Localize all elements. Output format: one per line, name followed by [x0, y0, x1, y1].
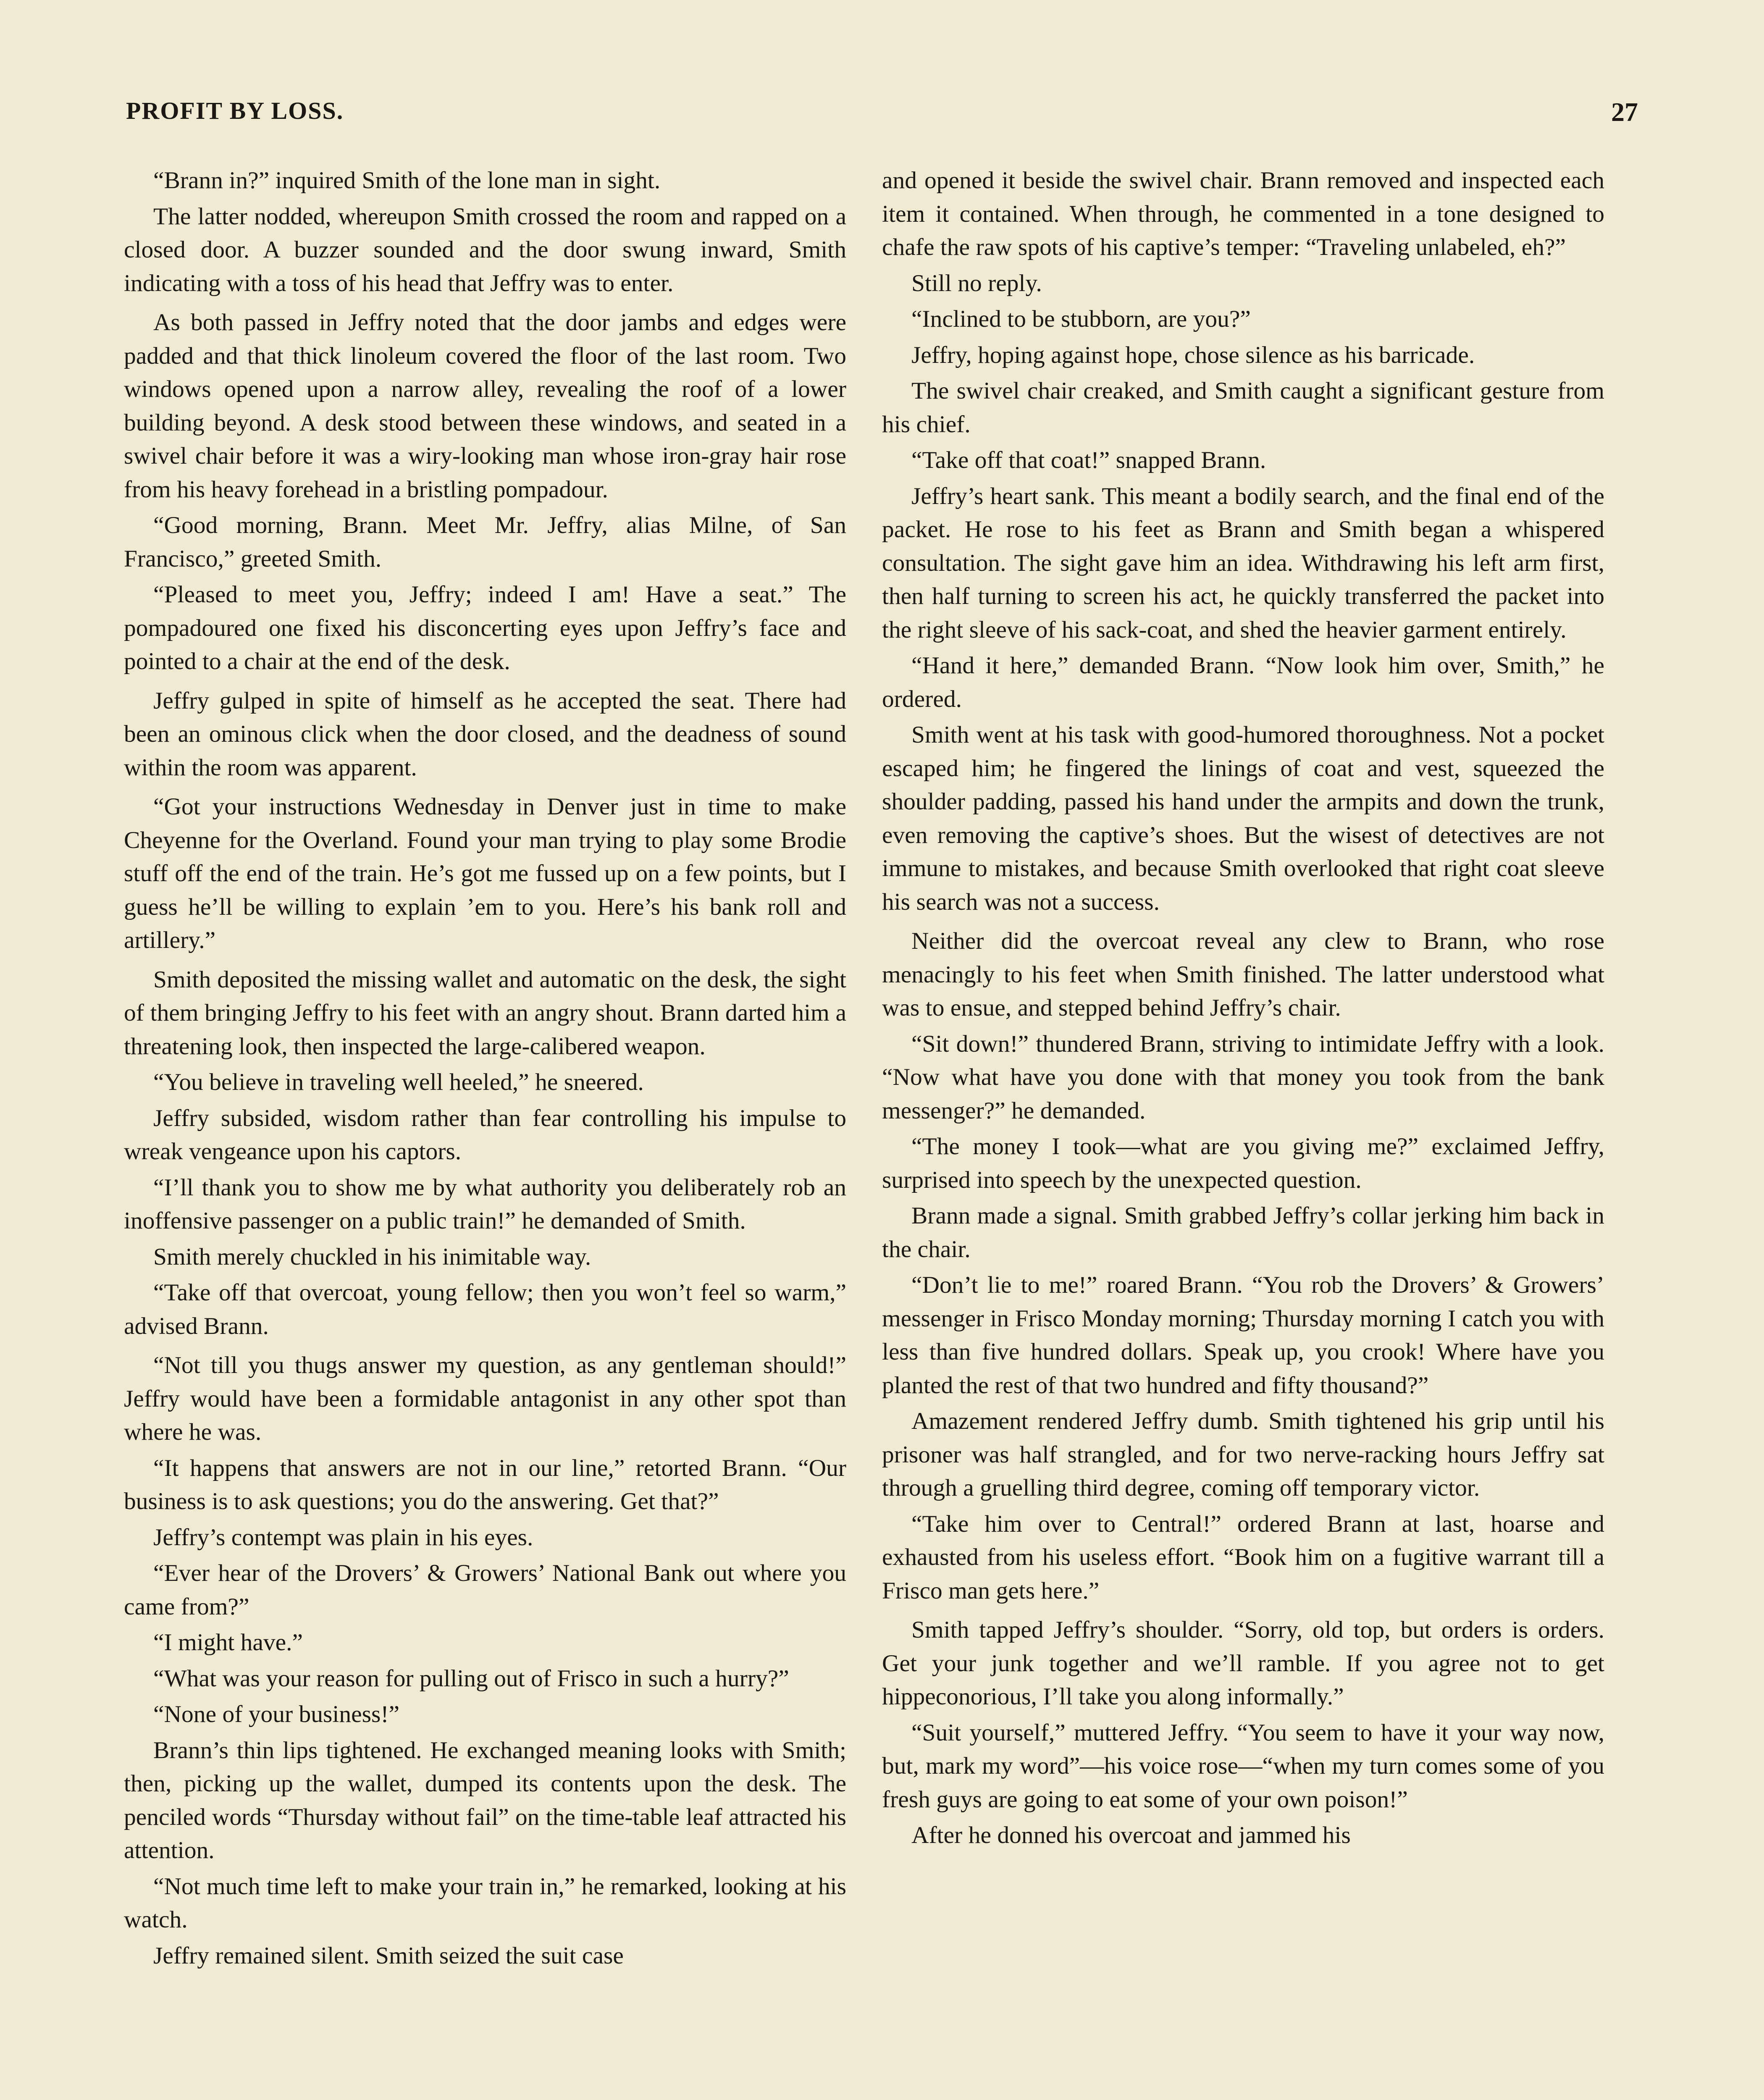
paragraph: The swivel chair creaked, and Smith caught a significant gesture from his chief. [882, 378, 1604, 438]
paragraph: Jeffry’s contempt was plain in his eyes. [153, 1524, 533, 1551]
right-column [882, 164, 1604, 2100]
paragraph: “Take him over to Central!” ordered Brann at last, hoarse and exhausted from his useless effort. “Book him on a fugitive warrant till a Frisco man gets here.” [882, 1510, 1604, 1604]
paragraph: “Hand it here,” demanded Brann. “Now look him over, Smith,” he ordered. [882, 652, 1604, 712]
paragraph: “What was your reason for pulling out of Frisco in such a hurry?” [153, 1665, 789, 1692]
running-head [126, 97, 1638, 134]
paragraph: “Don’t lie to me!” roared Brann. “You rob the Drovers’ & Growers’ messenger in Frisco Monday morning; Thursday morning I catch you with less than five hundred dollars. Speak up, you crook! Where have you planted the rest of that two hundred and fifty thousand?” [882, 1272, 1604, 1399]
paragraph: “Suit yourself,” muttered Jeffry. “You seem to have it your way now, but, mark my word”—his voice rose—“when my turn comes some of you fresh guys are going to eat some of your own poison!” [882, 1719, 1604, 1813]
paragraph: “I’ll thank you to show me by what authority you deliberately rob an inoffensive passenger on a public train!” he demanded of Smith. [124, 1174, 846, 1234]
paragraph: “Inclined to be stubborn, are you?” [911, 306, 1251, 332]
paragraph-continued: and opened it beside the swivel chair. Brann removed and inspected each item it contained. When through, he commented in a tone designed to chafe the raw spots of his captive’s temper: “Traveling unlabeled, eh?” [882, 167, 1604, 260]
paragraph: As both passed in Jeffry noted that the door jambs and edges were padded and that thick linoleum covered the floor of the last room. Two windows opened upon a narrow alley, revealing the roof of a lower building beyond. A desk stood between these windows, and seated in a swivel chair before it was a wiry-looking man whose iron-gray hair rose from his heavy forehead in a bristling pompadour. [124, 309, 846, 503]
paragraph: “Brann in?” inquired Smith of the lone man in sight. [153, 167, 661, 194]
paragraph: Jeffry remained silent. Smith seized the suit case [153, 1942, 624, 1969]
paragraph: “Not till you thugs answer my question, as any gentleman should!” Jeffry would have been a formidable antagonist in any other spot than where he was. [124, 1352, 846, 1445]
paragraph: Brann made a signal. Smith grabbed Jeffry’s collar jerking him back in the chair. [882, 1202, 1604, 1263]
paragraph: Smith went at his task with good-humored thoroughness. Not a pocket escaped him; he fingered the linings of coat and vest, squeezed the shoulder padding, passed his hand under the armpits and down the trunk, even removing the captive’s shoes. But the wisest of detectives are not immune to mistakes, and because Smith overlooked that right coat sleeve his search was not a success. [882, 722, 1604, 915]
paragraph: The latter nodded, whereupon Smith crossed the room and rapped on a closed door. A buzzer sounded and the door swung inward, Smith indicating with a toss of his head that Jeffry was to enter. [124, 203, 846, 297]
left-column [124, 164, 846, 2100]
paragraph: “Take off that coat!” snapped Brann. [911, 447, 1266, 473]
paragraph: “Sit down!” thundered Brann, striving to intimidate Jeffry with a look. “Now what have you done with that money you took from the bank messenger?” he demanded. [882, 1030, 1604, 1124]
paragraph: Jeffry subsided, wisdom rather than fear controlling his impulse to wreak vengeance upon his captors. [124, 1105, 846, 1165]
paragraph: Jeffry, hoping against hope, chose silence as his barricade. [911, 341, 1475, 368]
paragraph: “Pleased to meet you, Jeffry; indeed I am! Have a seat.” The pompadoured one fixed his disconcerting eyes upon Jeffry’s face and pointed to a chair at the end of the desk. [124, 581, 846, 675]
paragraph: “Good morning, Brann. Meet Mr. Jeffry, alias Milne, of San Francisco,” greeted Smith. [124, 512, 846, 572]
paragraph: Smith tapped Jeffry’s shoulder. “Sorry, old top, but orders is orders. Get your junk together and we’ll ramble. If you agree not to get hippeconorious, I’ll take you along informally.” [882, 1617, 1604, 1710]
paragraph: Jeffry’s heart sank. This meant a bodily search, and the final end of the packet. He rose to his feet as Brann and Smith began a whispered consultation. The sight gave him an idea. Withdrawing his left arm first, then half turning to screen his act, he quickly transferred the packet into the right sleeve of his sack-coat, and shed the heavier garment entirely. [882, 483, 1604, 643]
paragraph: Brann’s thin lips tightened. He exchanged meaning looks with Smith; then, picking up the wallet, dumped its contents upon the desk. The penciled words “Thursday without fail” on the time-table leaf attracted his attention. [124, 1737, 846, 1864]
running-title: PROFIT BY LOSS. [126, 97, 344, 124]
paragraph: “None of your business!” [153, 1701, 400, 1727]
paragraph: “It happens that answers are not in our line,” retorted Brann. “Our business is to ask questions; you do the answering. Get that?” [124, 1454, 846, 1515]
paragraph: “Take off that overcoat, young fellow; then you won’t feel so warm,” advised Brann. [124, 1279, 846, 1339]
paragraph: “You believe in traveling well heeled,” he sneered. [153, 1069, 644, 1095]
paragraph: “Ever hear of the Drovers’ & Growers’ National Bank out where you came from?” [124, 1560, 846, 1620]
paragraph: Neither did the overcoat reveal any clew to Brann, who rose menacingly to his feet when Smith finished. The latter understood what was to ensue, and stepped behind Jeffry’s chair. [882, 928, 1604, 1021]
text-columns [124, 164, 1602, 2100]
paragraph: Smith merely chuckled in his inimitable way. [153, 1243, 591, 1270]
paragraph: Still no reply. [911, 270, 1042, 297]
page-number: 27 [1611, 97, 1638, 127]
paragraph: “I might have.” [153, 1629, 303, 1656]
paragraph: Jeffry gulped in spite of himself as he accepted the seat. There had been an ominous click when the door closed, and the deadness of sound within the room was apparent. [124, 687, 846, 781]
paragraph: Amazement rendered Jeffry dumb. Smith tightened his grip until his prisoner was half strangled, and for two nerve-racking hours Jeffry sat through a gruelling third degree, coming off temporary victor. [882, 1408, 1604, 1501]
paragraph: After he donned his overcoat and jammed his [911, 1822, 1351, 1848]
paragraph: Smith deposited the missing wallet and automatic on the desk, the sight of them bringing Jeffry to his feet with an angry shout. Brann darted him a threatening look, then inspected the large-calibered weapon. [124, 966, 846, 1060]
paragraph: “Not much time left to make your train in,” he remarked, looking at his watch. [124, 1873, 846, 1933]
paragraph: “Got your instructions Wednesday in Denver just in time to make Cheyenne for the Overland. Found your man trying to play some Brodie stuff off the end of the train. He’s got me fussed up on a few points, but I guess he’ll be willing to explain ’em to you. Here’s his bank roll and artillery.” [124, 793, 846, 953]
paragraph: “The money I took—what are you giving me?” exclaimed Jeffry, surprised into speech by the unexpected question. [882, 1133, 1604, 1193]
